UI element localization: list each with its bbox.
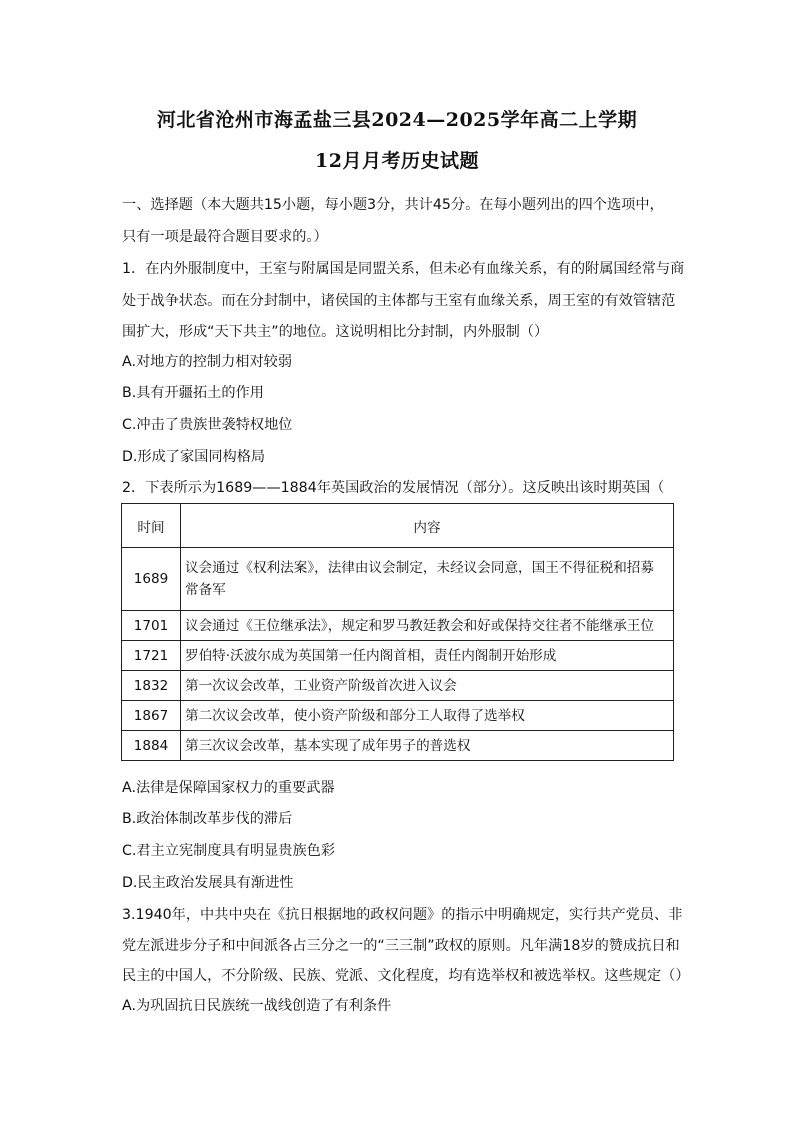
table-cell-year: 1832 — [122, 671, 181, 701]
table-row — [122, 701, 674, 731]
table-header-content: 内容 — [181, 504, 674, 548]
table-row — [122, 731, 674, 761]
table-cell-content: 第一次议会改革，工业资产阶级首次进入议会 — [181, 671, 674, 701]
exam-title-line1: 河北省沧州市海孟盐三县2024—2025学年高二上学期 — [156, 109, 638, 131]
table-cell-content: 罗伯特·沃波尔成为英国第一任内阁首相，责任内阁制开始形成 — [181, 641, 674, 671]
table-cell-year: 1701 — [122, 611, 181, 641]
table-cell-year: 1884 — [122, 731, 181, 761]
table-cell-year: 1721 — [122, 641, 181, 671]
table-row — [122, 611, 674, 641]
table-cell-content: 议会通过《王位继承法》，规定和罗马教廷教会和好或保持交往者不能继承王位 — [181, 611, 674, 641]
table-header-time: 时间 — [122, 504, 181, 548]
q1-stem-line1: 1．在内外服制度中，王室与附属国是同盟关系，但未必有血缘关系，有的附属国经常与商 — [122, 261, 685, 277]
table-row — [122, 548, 674, 611]
q2-stem: 2．下表所示为1689——1884年英国政治的发展情况（部分）。这反映出该时期英国（ — [122, 480, 665, 496]
q2-option-b: B.政治体制改革步伐的滞后 — [122, 811, 293, 827]
q2-option-d: D.民主政治发展具有渐进性 — [122, 875, 294, 891]
table-cell-content: 第三次议会改革，基本实现了成年男子的普选权 — [181, 731, 674, 761]
q1-stem-line3: 围扩大，形成“天下共主”的地位。这说明相比分封制，内外服制（） — [122, 324, 549, 340]
section-instructions-line1: 一、选择题（本大题共15小题，每小题3分，共计45分。在每小题列出的四个选项中， — [122, 197, 664, 213]
table-row — [122, 671, 674, 701]
table-cell-content-line2: 常备军 — [185, 582, 226, 598]
q3-stem-line2: 党左派进步分子和中间派各占三分之一的“三三制”政权的原则。凡年满18岁的赞成抗日和 — [122, 938, 680, 954]
table-cell-content: 第二次议会改革，使小资产阶级和部分工人取得了选举权 — [181, 701, 674, 731]
table-row — [122, 641, 674, 671]
q2-table — [121, 503, 674, 761]
q1-option-a: A.对地方的控制力相对较弱 — [122, 354, 293, 370]
q3-stem-line3: 民主的中国人，不分阶级、民族、党派、文化程度，均有选举权和被选举权。这些规定（） — [122, 968, 690, 984]
q1-option-b: B.具有开疆拓土的作用 — [122, 385, 264, 401]
q1-stem-line2: 处于战争状态。而在分封制中，诸侯国的主体都与王室有血缘关系，周王室的有效管辖范 — [122, 293, 676, 309]
q3-option-a: A.为巩固抗日民族统一战线创造了有利条件 — [122, 998, 392, 1014]
table-header-row — [122, 504, 674, 548]
q1-option-c: C.冲击了贵族世袭特权地位 — [122, 417, 293, 433]
section-instructions-line2: 只有一项是最符合题目要求的。） — [122, 229, 328, 245]
table-cell-content-line1: 议会通过《权利法案》，法律由议会制定，未经议会同意，国王不得征税和招募 — [185, 560, 654, 576]
exam-title-line2: 12月月考历史试题 — [315, 150, 479, 172]
q2-option-a: A.法律是保障国家权力的重要武器 — [122, 780, 335, 796]
q1-option-d: D.形成了家国同构格局 — [122, 449, 266, 465]
table-cell-year: 1867 — [122, 701, 181, 731]
q2-option-c: C.君主立宪制度具有明显贵族色彩 — [122, 843, 336, 859]
q3-stem-line1: 3.1940年，中共中央在《抗日根据地的政权问题》的指示中明确规定，实行共产党员、非 — [122, 907, 683, 923]
table-cell-year: 1689 — [122, 548, 181, 611]
table-cell-content — [181, 548, 674, 611]
